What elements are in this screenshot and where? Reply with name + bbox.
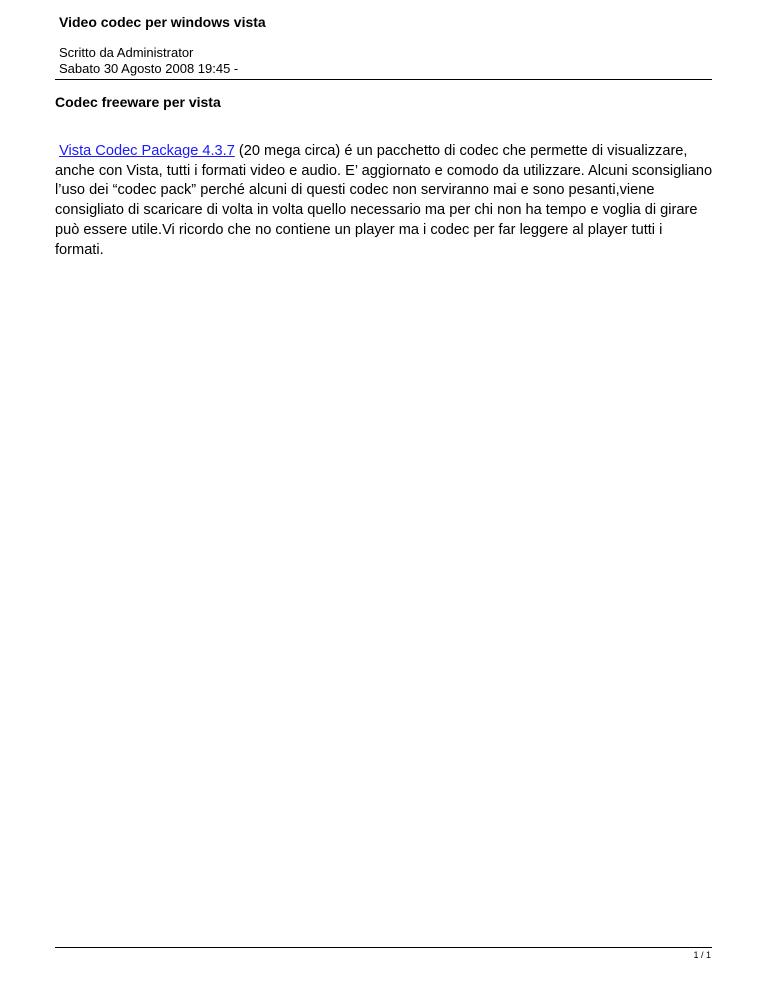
article-meta — [59, 45, 238, 77]
article-body — [55, 142, 715, 260]
date-line: Sabato 30 Agosto 2008 19:45 - — [59, 61, 239, 76]
footer-divider — [55, 947, 712, 948]
article-text: (20 mega circa) é un pacchetto di codec che permette di visualizzare, anche con Vista, tutti i formati video e audio. E’ aggiornato e comodo da utilizzare. Alcuni sconsigliano l’uso dei “codec pack” perché alcuni di questi codec non serviranno mai e sono pesanti,viene consigliato di scaricare di volta in volta quello necessario ma per chi non ha tempo e voglia di girare può essere utile.Vi ricordo che no contiene un player ma i codec per far leggere al player tutti i formati. — [55, 143, 713, 258]
header-divider — [55, 79, 712, 80]
page-number: 1 / 1 — [693, 950, 711, 960]
author-line: Scritto da Administrator — [59, 45, 194, 60]
document-title: Video codec per windows vista — [59, 14, 266, 30]
codec-package-link[interactable]: Vista Codec Package 4.3.7 — [59, 143, 235, 159]
article-heading: Codec freeware per vista — [55, 94, 221, 110]
